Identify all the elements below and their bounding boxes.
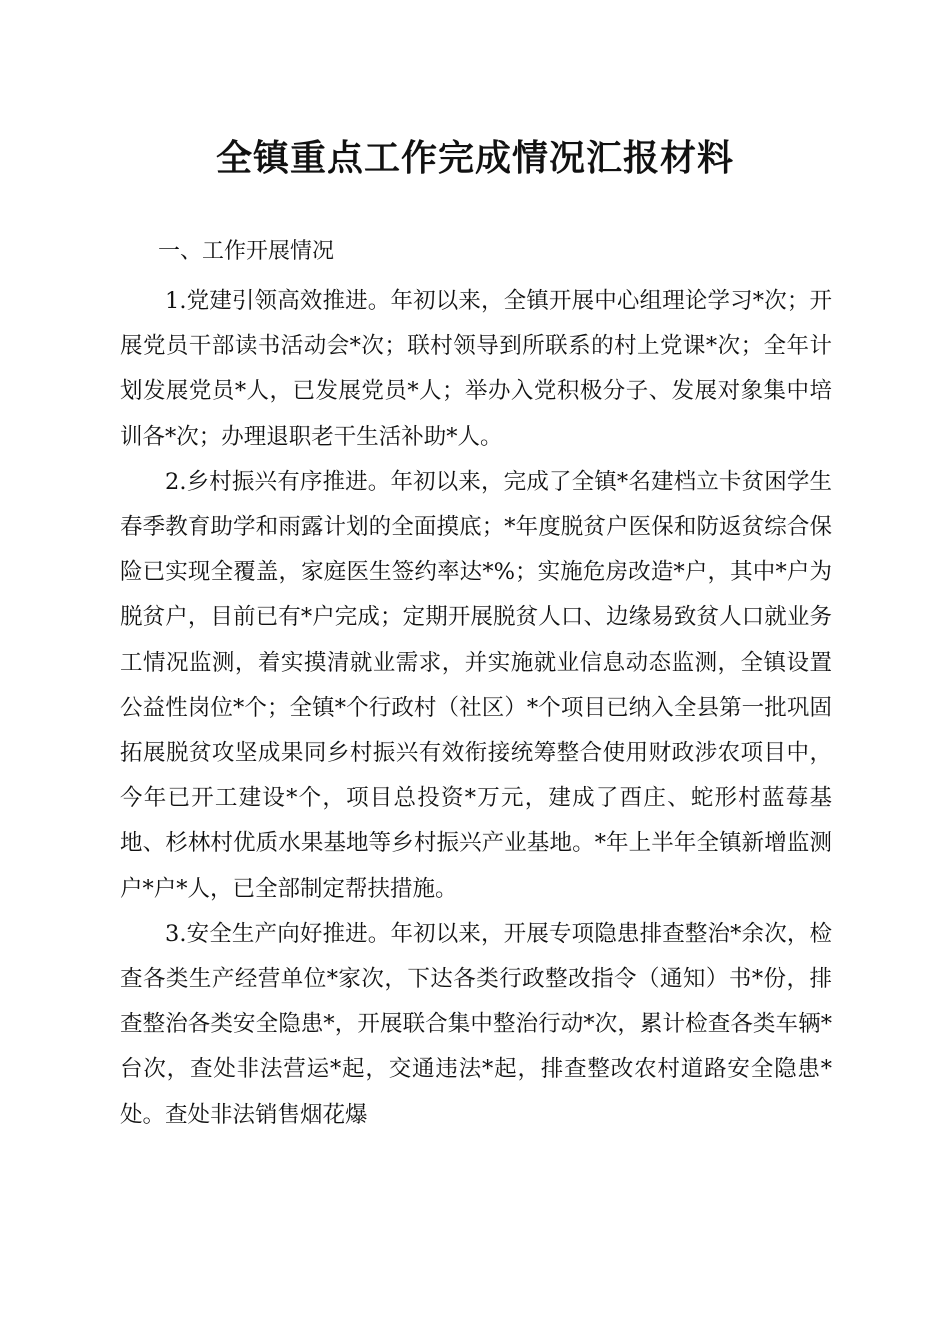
document-title: 全镇重点工作完成情况汇报材料 [215,137,734,179]
paragraph-rural-revitalization: 2.乡村振兴有序推进。年初以来，完成了全镇*名建档立卡贫困学生春季教育助学和雨露计划的全面摸底；*年度脱贫户医保和防返贫综合保险已实现全覆盖，家庭医生签约率达*%；实施危房改造*户，其中*户为脱贫户，目前已有*户完成；定期开展脱贫人口、边缘易致贫人口就业务工情况监测，着实摸清就业需求，并实施就业信息动态监测，全镇设置公益性岗位*个；全镇*个行政村（社区）*个项目已纳入全县第一批巩固拓展脱贫攻坚成果同乡村振兴有效衔接统筹整合使用财政涉农项目中，今年已开工建设*个，项目总投资*万元，建成了酉庄、蛇形村蓝莓基地、杉林村优质水果基地等乡村振兴产业基地。*年上半年全镇新增监测户*户*人，已全部制定帮扶措施。 [120,468,832,902]
section-heading: 一、工作开展情况 [158,239,335,264]
paragraph-work-safety: 3.安全生产向好推进。年初以来，开展专项隐患排查整治*余次，检查各类生产经营单位*家次，下达各类行政整改指令（通知）书*份，排查整治各类安全隐患*，开展联合集中整治行动*次，累计检查各类车辆*台次，查处非法营运*起，交通违法*起，排查整改农村道路安全隐患*处。查处非法销售烟花爆 [120,920,832,1128]
document-body [120,279,832,1138]
paragraph-party-building: 1.党建引领高效推进。年初以来，全镇开展中心组理论学习*次；开展党员干部读书活动会*次；联村领导到所联系的村上党课*次；全年计划发展党员*人，已发展党员*人；举办入党积极分子、发展对象集中培训各*次；办理退职老干生活补助*人。 [120,288,832,450]
